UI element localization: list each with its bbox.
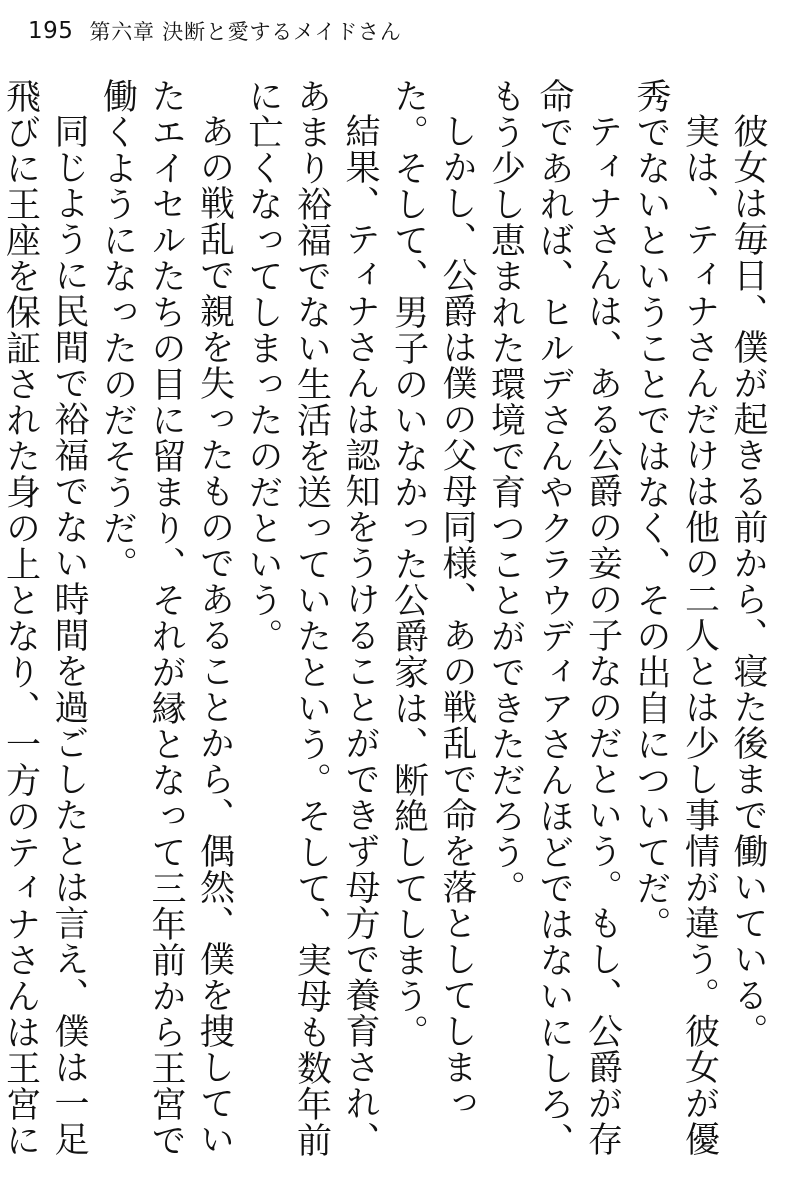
body-paragraph: ティナさんは、ある公爵の妾の子なのだという。もし、公爵が存命であれば、ヒルデさんやクラウディアさんほどではないにしろ、もう少し恵まれた環境で育つことができただろう。 xyxy=(485,78,623,1158)
page-header xyxy=(28,14,402,48)
body-paragraph: 彼女は毎日、僕が起きる前から、寝た後まで働いている。 xyxy=(728,113,768,1049)
chapter-title: 第六章 決断と愛するメイドさん xyxy=(89,20,402,44)
page-number: 195 xyxy=(28,18,74,44)
vertical-body-text xyxy=(0,78,772,1188)
body-paragraph: 結果、ティナさんは認知をうけることができず母方で養育され、あまり裕福でない生活を送っていたという。そして、実母も数年前に亡くなってしまったのだという。 xyxy=(243,78,380,1158)
body-paragraph: あの戦乱で親を失ったものであることから、偶然、僕を捜していたエイセルたちの目に留まり、それが縁となって三年前から王宮で働くようになったのだそうだ。 xyxy=(97,78,235,1158)
body-paragraph: しかし、公爵は僕の父母同様、あの戦乱で命を落としてしまった。そして、男子のいなかった公爵家は、断絶してしまう。 xyxy=(388,78,477,1121)
body-paragraph: 実は、ティナさんだけは他の二人とは少し事情が違う。彼女が優秀でないということではなく、その出自についてだ。 xyxy=(631,78,720,1157)
body-paragraph: 同じように民間で裕福でない時間を過ごしたとは言え、僕は一足飛びに王座を保証された身の上となり、一方のティナさんは王宮に xyxy=(0,78,89,1158)
